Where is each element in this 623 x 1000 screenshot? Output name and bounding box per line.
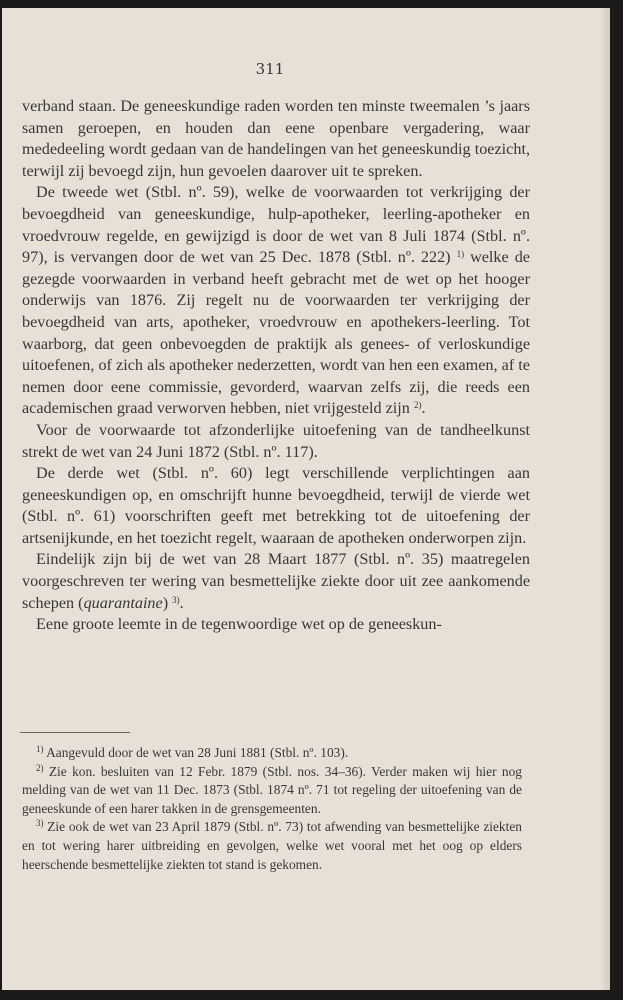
- footnotes: [22, 744, 522, 874]
- paragraph-2: [22, 182, 530, 420]
- footnote-2-text: Zie kon. besluiten van 12 Febr. 1879 (Stbl. nos. 34–36). Verder maken wij hier nog melding van de wet van 11 Dec. 1873 (Stbl. 1874 nº. 71 tot regeling der uitoefening van de geneeskunde of een harer takken in de grensgemeenten.: [22, 763, 522, 816]
- footnote-3: [22, 818, 522, 874]
- paragraph-5-part-b: ): [162, 593, 173, 612]
- paragraph-4: De derde wet (Stbl. nº. 60) legt verschillende verplichtingen aan geneeskundigen op, en omschrijft hunne bevoegdheid, terwijl de vierde wet (Stbl. nº. 61) voorschriften geeft met betrekking tot de uitoefening der artsenijkunde, en het toezicht regelt, waaraan de apotheken onderworpen zijn.: [22, 464, 530, 547]
- page-number: 311: [255, 60, 285, 78]
- paragraph-5-part-c: .: [179, 593, 184, 612]
- page-edge-shadow: [600, 8, 610, 990]
- footnote-divider: [20, 732, 130, 733]
- main-text: [22, 96, 530, 636]
- paragraph-3: Voor de voorwaarde tot afzonderlijke uitoefening van de tandheelkunst strekt de wet van 24 Juni 1872 (Stbl. nº. 117).: [22, 420, 530, 461]
- footnote-3-text: Zie ook de wet van 23 April 1879 (Stbl. nº. 73) tot afwending van besmettelijke ziekten en tot wering harer uitbreiding en gevolgen, welke wet vooral met het oog op elders heerschende besmettelijke ziekten tot stand is gekomen.: [22, 819, 522, 872]
- footnote-1: [22, 744, 522, 763]
- footnote-2: [22, 763, 522, 819]
- paragraph-2-part-b: welke de gezegde voorwaarden in verband heeft gebracht met de wet op het hooger onderwijs van 1876. Zij regelt nu de voorwaarden ter verkrijging der bevoegdheid van arts, apotheker, vroedvrouw en apothekers-leerling. Tot waarborg, dat geen onbevoegden de praktijk als genees- of verloskundige uitoefenen, of zich als apotheker nederzetten, wordt van hen een examen, af te nemen door eene commissie, gevorderd, waarvan zelfs zij, die reeds een academischen graad verworven hebben, niet vrijgesteld zijn: [22, 248, 530, 418]
- quarantaine-term: quarantaine: [83, 593, 163, 612]
- paragraph-6: Eene groote leemte in de tegenwoordige wet op de geneeskun-: [36, 615, 442, 634]
- book-page: [2, 8, 610, 990]
- footnote-3-marker: 3): [36, 818, 44, 829]
- footnote-ref-3: 3): [172, 594, 180, 605]
- footnote-ref-2: 2): [413, 400, 422, 411]
- paragraph-5-part-a: Eindelijk zijn bij de wet van 28 Maart 1877 (Stbl. nº. 35) maatregelen voorgeschreven ter wering van besmettelijke ziekte door uit zee aankomende schepen (: [22, 550, 530, 612]
- paragraph-2-part-c: .: [421, 399, 426, 418]
- paragraph-2-part-a: De tweede wet (Stbl. nº. 59), welke de voorwaarden tot verkrijging der bevoegdheid van geneeskundige, hulp-apotheker, leerling-apotheker en vroedvrouw regelde, en gewijzigd is door de wet van 8 Juli 1874 (Stbl. nº. 97), is vervangen door de wet van 25 Dec. 1878 (Stbl. nº. 222): [22, 183, 530, 267]
- footnote-1-text: Aangevuld door de wet van 28 Juni 1881 (Stbl. nº. 103).: [43, 745, 349, 760]
- footnote-2-marker: 2): [36, 762, 44, 773]
- paragraph-1: verband staan. De geneeskundige raden worden ten minste tweemalen ’s jaars samen geroepen, en houden dan eene openbare vergadering, waar mededeeling wordt gedaan van de handelingen van het geneeskundig toezicht, terwijl zij bevoegd zijn, hun gevoelen daarover uit te spreken.: [22, 97, 530, 180]
- footnote-ref-1: 1): [456, 249, 465, 260]
- footnote-1-marker: 1): [36, 744, 44, 754]
- paragraph-5: [22, 549, 530, 614]
